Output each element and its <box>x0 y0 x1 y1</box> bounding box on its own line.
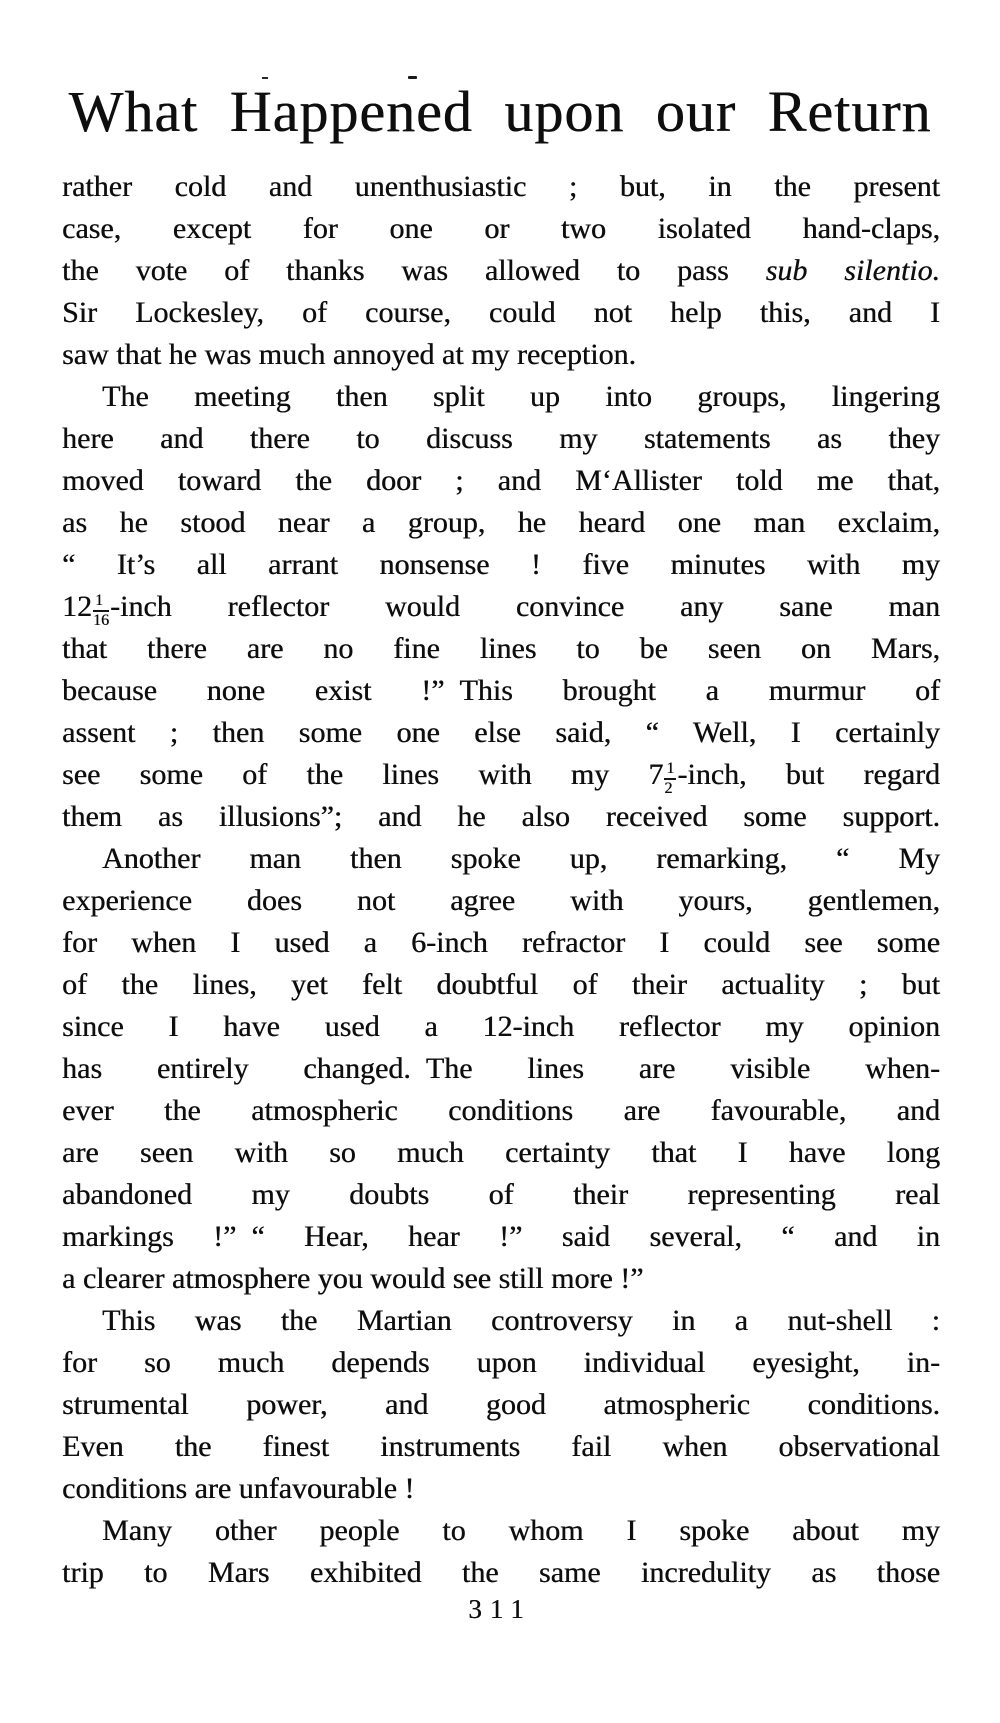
text-line: conditions are unfavourable ! <box>62 1472 415 1505</box>
paragraph <box>62 1510 940 1594</box>
text-line: This was the Martian controversy in a nut-shell : <box>102 1304 940 1337</box>
italic-phrase: sub silentio. <box>765 254 940 287</box>
text-line: experience does not agree with yours, gentlemen, <box>62 884 940 917</box>
paragraph <box>62 166 940 376</box>
text-line: since I have used a 12-inch reflector my opinion <box>62 1010 940 1043</box>
text-line: “ It’s all arrant nonsense ! five minutes with my <box>62 548 940 581</box>
text-line: case, except for one or two isolated hand-claps, <box>62 212 940 245</box>
text-line: assent ; then some one else said, “ Well, I certainly <box>62 716 940 749</box>
text-line: moved toward the door ; and M‘Allister told me that, <box>62 464 940 497</box>
text-line: because none exist !” This brought a murmur of <box>62 674 940 707</box>
text-line: Another man then spoke up, remarking, “ My <box>102 842 940 875</box>
text-line: a clearer atmosphere you would see still more !” <box>62 1262 644 1295</box>
text-line: abandoned my doubts of their representing real <box>62 1178 940 1211</box>
text-line: are seen with so much certainty that I have long <box>62 1136 940 1169</box>
fraction: $\frac{1}{16}$ <box>93 592 109 629</box>
text-line: as he stood near a group, he heard one man exclaim, <box>62 506 940 539</box>
text-line: the vote of thanks was allowed to pass sub silentio. <box>62 254 940 287</box>
text-line: see some of the lines with my 7 $\frac{1}{2}$ -inch, but regard <box>62 758 940 797</box>
chapter-title: What Happened upon our Return <box>68 79 932 144</box>
text-line: strumental power, and good atmospheric conditions. <box>62 1388 940 1421</box>
paragraph <box>62 1300 940 1510</box>
text-line: them as illusions”; and he also received some support. <box>62 800 940 833</box>
fraction: $\frac{1}{2}$ <box>664 760 675 797</box>
text-block <box>62 166 940 1594</box>
paragraph <box>62 838 940 1300</box>
text-line: The meeting then split up into groups, lingering <box>102 380 940 413</box>
text-line: Sir Lockesley, of course, could not help this, and I <box>62 296 940 329</box>
paragraph <box>62 376 940 838</box>
text-line: 12 $\frac{1}{16}$ -inch reflector would convince any sane man <box>62 590 940 629</box>
text-line: of the lines, yet felt doubtful of their actuality ; but <box>62 968 940 1001</box>
text-line: has entirely changed. The lines are visible when- <box>62 1052 940 1085</box>
page-number: 311 <box>468 1594 532 1624</box>
text-line: saw that he was much annoyed at my reception. <box>62 338 636 371</box>
text-line: that there are no fine lines to be seen on Mars, <box>62 632 940 665</box>
text-line: rather cold and unenthusiastic ; but, in the present <box>62 170 940 203</box>
text-line: Many other people to whom I spoke about my <box>102 1514 940 1547</box>
text-line: for when I used a 6-inch refractor I could see some <box>62 926 940 959</box>
text-line: ever the atmospheric conditions are favourable, and <box>62 1094 940 1127</box>
text-line: trip to Mars exhibited the same incredulity as those <box>62 1556 940 1589</box>
text-line: markings !” “ Hear, hear !” said several, “ and in <box>62 1220 940 1253</box>
text-line: Even the finest instruments fail when observational <box>62 1430 940 1463</box>
text-line: for so much depends upon individual eyesight, in- <box>62 1346 940 1379</box>
text-line: here and there to discuss my statements as they <box>62 422 940 455</box>
